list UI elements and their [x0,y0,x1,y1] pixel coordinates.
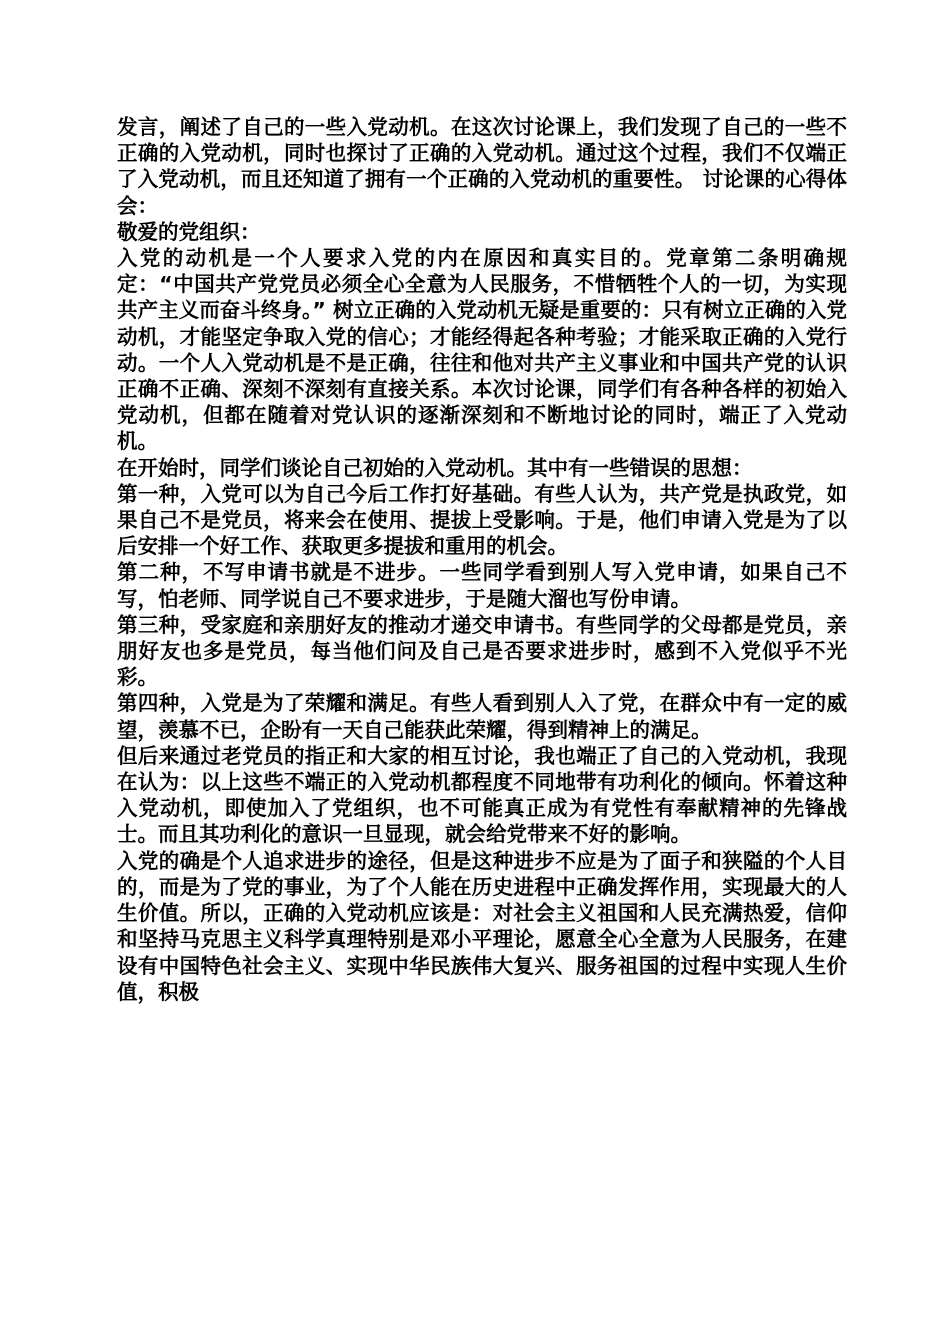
paragraph-9: 但后来通过老党员的指正和大家的相互讨论，我也端正了自己的入党动机，我现在认为：以上这些不端正的入党动机都程度不同地带有功利化的倾向。怀着这种入党动机，即使加入了党组织，也不可能真正成为有党性有奉献精神的先锋战士。而且其功利化的意识一旦显现，就会给党带来不好的影响。 [117,743,847,847]
document-body [117,114,847,1005]
paragraph-8: 第四种，入党是为了荣耀和满足。有些人看到别人入了党，在群众中有一定的威望，羡慕不已，企盼有一天自己能获此荣耀，得到精神上的满足。 [117,691,847,742]
paragraph-7: 第三种，受家庭和亲朋好友的推动才递交申请书。有些同学的父母都是党员，亲朋好友也多是党员，每当他们问及自己是否要求进步时，感到不入党似乎不光彩。 [117,612,847,690]
paragraph-6: 第二种，不写申请书就是不进步。一些同学看到别人写入党申请，如果自己不写，怕老师、同学说自己不要求进步，于是随大溜也写份申请。 [117,560,847,611]
paragraph-3: 入党的动机是一个人要求入党的内在原因和真实目的。党章第二条明确规定：“中国共产党党员必须全心全意为人民服务，不惜牺牲个人的一切，为实现共产主义而奋斗终身。” 树立正确的入党动机无疑是重要的：只有树立正确的入党动机，才能坚定争取入党的信心；才能经得起各种考验；才能采取正确的入党行动。一个人入党动机是不是正确，往往和他对共产主义事业和中国共产党的认识正确不正确、深刻不深刻有直接关系。本次讨论课，同学们有各种各样的初始入党动机，但都在随着对党认识的逐渐深刻和不断地讨论的同时，端正了入党动机。 [117,246,847,454]
paragraph-10: 入党的确是个人追求进步的途径，但是这种进步不应是为了面子和狭隘的个人目的，而是为了党的事业，为了个人能在历史进程中正确发挥作用，实现最大的人生价值。所以，正确的入党动机应该是：对社会主义祖国和人民充满热爱，信仰和坚持马克思主义科学真理特别是邓小平理论，愿意全心全意为人民服务，在建设有中国特色社会主义、实现中华民族伟大复兴、服务祖国的过程中实现人生价值，积极 [117,848,847,1004]
paragraph-4: 在开始时，同学们谈论自己初始的入党动机。其中有一些错误的思想： [117,455,753,480]
paragraph-1: 发言，阐述了自己的一些入党动机。在这次讨论课上，我们发现了自己的一些不正确的入党动机，同时也探讨了正确的入党动机。通过这个过程，我们不仅端正了入党动机，而且还知道了拥有一个正确的入党动机的重要性。 讨论课的心得体会： [117,115,847,218]
paragraph-salutation: 敬爱的党组织： [117,219,261,244]
paragraph-5: 第一种，入党可以为自己今后工作打好基础。有些人认为，共产党是执政党，如果自己不是党员，将来会在使用、提拔上受影响。于是，他们申请入党是为了以后安排一个好工作、获取更多提拔和重用的机会。 [117,481,847,559]
